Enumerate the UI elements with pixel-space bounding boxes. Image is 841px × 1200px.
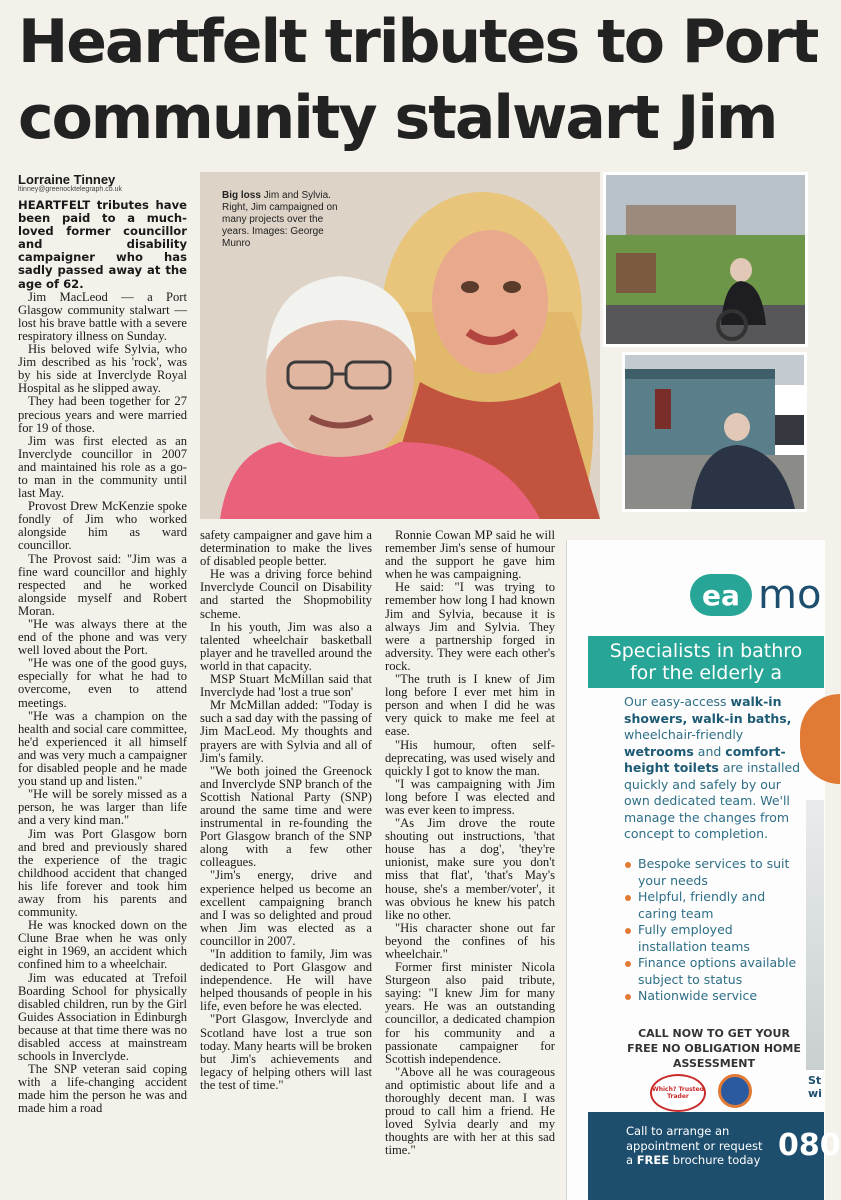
bullet-dot-icon: [625, 961, 631, 967]
article-paragraph: Former first minister Nicola Sturgeon also paid tribute, saying: "I knew Jim for many years. He was an outstanding councillor, a dedicated champion for his community and a passionate campaigner for Scottish independence.: [385, 960, 555, 1066]
article-paragraph: "His humour, often self-deprecating, was used wisely and quickly I got to know the man.: [385, 737, 555, 778]
article-paragraph: Mr McMillan added: "Today is such a sad day with the passing of Jim MacLeod. My thoughts and prayers are with Sylvia and all of Jim's family.: [200, 698, 372, 765]
article-lead-paragraph: HEARTFELT tributes have been paid to a much-loved former councillor and disability campaigner who has sadly passed away at the age of 62.: [18, 198, 187, 291]
ad-body-text: Our easy-access: [624, 694, 731, 709]
byline-author: Lorraine Tinney: [18, 172, 116, 187]
article-paragraph: "In addition to family, Jim was dedicated to Port Glasgow and independence. He will have helped thousands of people in his life, even before he was elected.: [200, 947, 372, 1014]
article-column-3: [385, 529, 555, 1158]
article-paragraph: "His character shone out far beyond the confines of his wheelchair.": [385, 920, 555, 961]
article-paragraph: safety campaigner and gave him a determination to make the lives of disabled people better.: [200, 528, 372, 569]
bullet-dot-icon: [625, 862, 631, 868]
which-trusted-trader-badge: [650, 1074, 706, 1112]
photo-caption: [222, 190, 342, 250]
article-paragraph: Jim was educated at Trefoil Boarding School for physically disabled children, run by the Girl Guides Association in Edinburgh because at that time there was no disabled access at mainstream schools in Inverclyde.: [18, 970, 187, 1064]
ad-bullet-item: [624, 922, 804, 955]
side-photo-building: [622, 352, 807, 512]
ad-body-text-bold: walk-in showers, walk-in baths,: [624, 694, 792, 726]
article-paragraph: His beloved wife Sylvia, who Jim described as his 'rock', was by his side at Inverclyde Royal Hospital as he slipped away.: [18, 342, 187, 396]
article-paragraph: "He was always there at the end of the phone and was very well loved about the Port.: [18, 617, 187, 658]
article-paragraph: Provost Drew McKenzie spoke fondly of Jim who worked alongside him as ward councillor.: [18, 499, 187, 553]
article-paragraph: "He was one of the good guys, especially for what he had to overcome, even to attend meetings.: [18, 656, 187, 710]
ad-bullet-text: Nationwide service: [638, 988, 758, 1003]
article-paragraph: Jim MacLeod — a Port Glasgow community stalwart — lost his brave battle with a severe respiratory illness on Sunday.: [18, 289, 187, 343]
ad-headline-line-2: for the elderly a: [629, 662, 783, 684]
ad-bullet-text: Fully employed installation teams: [638, 922, 750, 954]
ad-product-image: [806, 800, 824, 1070]
ad-bullet-text: Bespoke services to suit your needs: [638, 856, 790, 888]
ad-bullet-text: Finance options available subject to status: [638, 955, 797, 987]
article-paragraph: He was a driving force behind Inverclyde Council on Disability and started the Shopmobility scheme.: [200, 567, 372, 621]
side-photo-park: [603, 172, 808, 347]
ad-logo-mark: ea: [690, 574, 752, 616]
article-paragraph: The SNP veteran said coping with a life-changing accident made him the person he was and made him a road: [18, 1062, 187, 1116]
park-photo-illustration: [606, 175, 805, 344]
article-paragraph: In his youth, Jim was also a talented wheelchair basketball player and he travelled around the world in that capacity.: [200, 619, 372, 673]
article-paragraph: The Provost said: "Jim was a fine ward councillor and highly respected and he worked alongside myself and Robert Moran.: [18, 551, 187, 618]
ad-headline: [588, 636, 824, 688]
building-photo-illustration: [625, 355, 804, 509]
article-paragraph: "I was campaigning with Jim long before I was elected and was ever keen to impress.: [385, 776, 555, 817]
ad-side-text: St wi: [808, 1074, 822, 1100]
ad-body-text: are installed quickly and safely by our own dedicated team. We'll manage the changes from concept to completion.: [624, 760, 801, 841]
ad-footer-pre: Call to arrange an appointment or request a: [626, 1124, 763, 1167]
ad-footer-post: brochure today: [669, 1153, 761, 1167]
article-paragraph: "We both joined the Greenock and Inverclyde SNP branch of the Scottish National Party (SNP) around the same time and were instrumental in re-founding the Port Glasgow branch of the SNP along with a few other colleagues.: [200, 763, 372, 870]
article-paragraph: Ronnie Cowan MP said he will remember Jim's sense of humour and the support he gave him when he was campaigning.: [385, 528, 555, 582]
ad-body: [624, 694, 804, 843]
which-badge-text: Which? Trusted Trader: [652, 1086, 704, 1100]
ad-phone-number: 080: [778, 1128, 841, 1163]
ad-footer-free: FREE: [636, 1153, 670, 1167]
article-paragraph: "Jim's energy, drive and experience helped us become an excellent campaigning branch and I was so delighted and proud when Jim was elected as a councillor in 2007.: [200, 868, 372, 948]
headline-line-1: Heartfelt tributes to Port: [18, 7, 818, 77]
ad-call-to-action: CALL NOW TO GET YOUR FREE NO OBLIGATION HOME ASSESSMENT: [627, 1027, 801, 1070]
bullet-dot-icon: [625, 994, 631, 1000]
ad-body-text-bold: wetrooms: [624, 743, 694, 759]
byline-email: ltinney@greenocktelegraph.co.uk: [18, 186, 123, 193]
caption-bold: Big loss: [222, 190, 261, 201]
article-paragraph: "The truth is I knew of Jim long before I ever met him in person and when I did he was very quick to make me feel at ease.: [385, 672, 555, 739]
headline: [18, 4, 824, 156]
ad-logo-text: mo: [758, 572, 822, 618]
article-paragraph: "As Jim drove the route shouting out instructions, 'that house has a dog', 'they're unionist, make sure you don't miss that flat', 'that's May's house, she's a member/voter', it was obvious he knew his patch like no other.: [385, 816, 555, 922]
article-paragraph: "Above all he was courageous and optimistic about life and a thoroughly decent man. I was proud to call him a friend. He loved Sylvia dearly and my thoughts are with her at this sad time.": [385, 1064, 555, 1158]
bullet-dot-icon: [625, 895, 631, 901]
ad-body-text: wheelchair-friendly: [624, 727, 744, 742]
ad-logo: [690, 572, 821, 618]
article-paragraph: Jim was first elected as an Inverclyde councillor in 2007 and maintained his role as a go-to man in the community until last May.: [18, 433, 187, 501]
ad-bullet-item: [624, 955, 804, 988]
ad-bullet-list: [624, 856, 804, 1005]
headline-line-2: community stalwart Jim: [18, 83, 777, 153]
article-paragraph: He said: "I was trying to remember how long I had known Jim and Sylvia, because it is always Jim and Sylvia. They were a partnership forged in adversity. They were each other's rock.: [385, 580, 555, 673]
ad-bullet-item: [624, 889, 804, 922]
article-column-1: [18, 199, 187, 1116]
article-paragraph: They had been together for 27 precious years and were married for 19 of those.: [18, 394, 187, 435]
ad-body-text: and: [693, 743, 726, 759]
article-paragraph: "Port Glasgow, Inverclyde and Scotland have lost a true son today. Many hearts will be broken but Jim's achievements and legacy of helping others will last the test of time.": [200, 1012, 372, 1092]
ad-body-text-bold: comfort-height toilets: [624, 743, 786, 775]
article-paragraph: Jim was Port Glasgow born and bred and previously shared the experience of the tragic childhood accident that changed his life forever and took him away from his parents and community.: [18, 826, 187, 920]
ad-bullet-text: Helpful, friendly and caring team: [638, 889, 766, 921]
ad-footer-text: [626, 1124, 766, 1168]
article-column-2: [200, 529, 372, 1092]
article-paragraph: He was knocked down on the Clune Brae when he was only eight in 1969, an accident which confined him to a wheelchair.: [18, 918, 187, 972]
ad-bullet-item: [624, 988, 804, 1005]
ad-bullet-item: [624, 856, 804, 889]
caption-text: Jim and Sylvia. Right, Jim campaigned on many projects over the years. Images: George Munro: [222, 190, 338, 249]
article-paragraph: MSP Stuart McMillan said that Inverclyde had 'lost a true son': [200, 672, 372, 700]
accreditation-badge-icon: [718, 1074, 752, 1108]
bullet-dot-icon: [625, 928, 631, 934]
ad-headline-line-1: Specialists in bathro: [609, 640, 803, 662]
article-paragraph: "He was a champion on the health and social care committee, he'd experienced it all himself and was very much a campaigner for disabled people and he made you stand up and listen.": [18, 708, 187, 789]
article-paragraph: "He will be sorely missed as a person, he was larger than life and a very kind man.": [18, 787, 187, 828]
